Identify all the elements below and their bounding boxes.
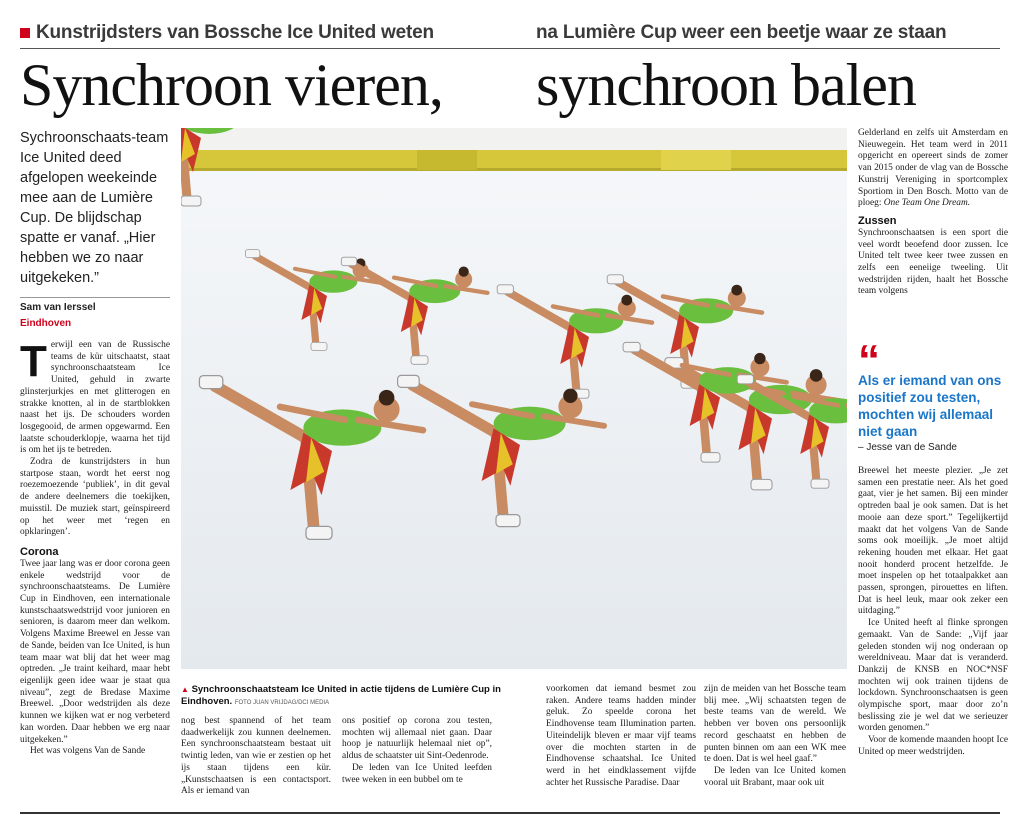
photo-caption [181,684,521,709]
kicker-rule [20,48,1000,49]
byline: Sam van Ierssel [20,302,96,313]
paragraph: Ice United heeft al flinke sprongen gemaakt. Van de Sande: „Vijf jaar geleden stonden wij nog onderaan op wereldniveau. Maar dat is veranderd. Dankzij de KNSB en NOC*NSF mochten wij ook trainen tijdens de lockdown. Synchroonschaatsen is geen olympische sport, maar door zo’n beslissing zie je wel dat we serieuzer worden genomen.” [858,618,1008,734]
kicker-right: na Lumière Cup weer een beetje waar ze staan [536,22,947,43]
paragraph: zijn de meiden van het Bossche team blij mee. „Wij schaatsten tegen de beste teams van de wereld. We hebben ver boven ons persoonlijk record geschaatst en hebben de punten binnen om aan een WK mee te doen. Dat is wel heel gaaf.” [704,684,846,765]
paragraph: erwijl een van de Russische teams de kür uitschaatst, staat synchroonschaatsteam Ice United, gehuld in zwarte glinsterjurkjes en met glitterogen en strakke knotten, al in de startblokken naast het ijs. De schouders worden losgegooid, de armen opgewarmd. Een laatste schouderklopje, waarna het tijd is om het ijs te betreden. [20,340,170,456]
article-photo [181,128,847,669]
article-column-1 [20,337,170,758]
photo-credit: FOTO JUAN VRIJDAG/DCI MEDIA [234,700,330,706]
paragraph: Twee jaar lang was er door corona geen enkele wedstrijd voor de synchroonschaatsteams. De Lumière Cup in Eindhoven, een internationale kunstschaatswedstrijd voor junioren en senioren, is daarom meer dan welkom. Volgens Maxime Breewel en Jesse van de Sande, beiden van Ice United, is hun team maar wat blij dat het weer mag optreden. „Je traint keihard, maar hebt eigenlijk geen idee waar je staat qua niveau”, zegt de Bredase Maxime Breewel. „Door wedstrijden als deze kunnen we kijken wat er nog verbeterd kan worden. Daar hebben we erg naar uitgekeken.” [20,558,170,745]
paragraph: nog best spannend of het team daadwerkelijk zou kunnen deelnemen. Een synchroonschaatsteam bestaat uit twintig leden, van wie er zestien op het ijs staan tijdens een kür. „Kunstschaatsen is een contactsport. Als er iemand van [181,716,331,797]
article-column-3 [342,716,492,786]
headline-right: synchroon balen [536,52,916,118]
paragraph: ons positief op corona zou testen, mochten wij allemaal niet gaan. Daar hoop je natuurlijk helemaal niet op”, aldus de schaatster uit Sint-Oedenrode. [342,716,492,762]
kicker-marker [20,28,30,38]
motto: One Team One Dream. [883,198,971,209]
pull-quote-author: – Jesse van de Sande [858,442,957,453]
headline-left: Synchroon vieren, [20,52,443,118]
subheading-corona: Corona [20,545,59,558]
paragraph: voorkomen dat iemand besmet zou raken. Andere teams hadden minder geluk. Zo speelde corona het Eindhovense team Illumination parten. Uiteindelijk bleven er maar vijf teams over die mochten starten in de Eindhovense schaatshal. Ice United werd in het eindklassement vijfde achter het Russische Paradise. Daar [546,684,696,788]
paragraph: De leden van Ice United komen vooral uit Brabant, maar ook uit [704,765,846,788]
dropcap: T [20,337,47,386]
intro-rule [20,297,170,298]
article-column-right-bottom [858,466,1008,759]
dateline-place: Eindhoven [20,318,72,329]
paragraph: Zodra de kunstrijdsters in hun startpose staan, wordt het eerst nog roezemoezende ‘publiek’, in dit geval de andere deelnemers die toekijken, muisstil. De muziek start, geïnspireerd op het weer met ‘regen en opklaringen’. [20,457,170,538]
intro-text: Sychroonschaats-team Ice United deed afgelopen weekeinde mee aan de Lumière Cup. De blijdschap spatte er vanaf. „Hier hebben we zo naar uitgekeken.” [20,130,169,286]
caption-text: Synchroonschaatsteam Ice United in actie tijdens de Lumière Cup in Eindhoven. [181,684,501,707]
pull-quote: Als er iemand van ons positief zou testen, mochten wij allemaal niet gaan [858,373,1002,439]
article-column-2 [181,716,331,798]
article-column-4 [546,684,696,789]
paragraph: Gelderland en zelfs uit Amsterdam en Nieuwegein. Het team werd in 2011 opgericht en opereert sinds de zomer van 2015 onder de vlag van de Bossche Kunstrij Vereniging in sportcomplex Sportiom in Den Bosch. Motto van de ploeg: [858,128,1008,209]
skaters-illustration [181,128,847,669]
kicker-left: Kunstrijdsters van Bossche Ice United weten [36,22,434,43]
paragraph: Het was volgens Van de Sande [30,746,146,757]
quote-mark-icon: “ [858,336,880,385]
article-column-5 [704,684,846,789]
paragraph: De leden van Ice United leefden twee weken in een bubbel om te [342,762,492,785]
paragraph: Breewel het meeste plezier. „Je zet samen een prestatie neer. Als het goed gaat, vier je het samen. Bij een minder optreden baal je ook samen. Dat is het mooie aan deze sport.” Tegelijkertijd maakt dat het volgens Van de Sande soms ook moeilijk. „Je moet altijd rekening houden met elkaar. Het gaat nooit honderd procent hetzelfde. Je moet inspelen op het totaalpakket aan passen, sprongen, pirouettes en liften. Dat is heel leuk, maar ook zeker een uitdaging.” [858,466,1008,617]
paragraph: Synchroonschaatsen is een sport die veel wordt beoefend door zussen. Ice United telt twee keer twee zussen en zelfs een eeneiige tweeling. Uit wedstrijden rijden, haalt het Bossche team volgens [858,227,1008,297]
article-column-right-top [858,128,1008,298]
bottom-rule [20,812,1000,814]
subheading-zussen: Zussen [858,214,897,227]
caption-marker: ▲ [181,685,189,694]
paragraph: Voor de komende maanden hoopt Ice United op meer wedstrijden. [858,735,1008,757]
